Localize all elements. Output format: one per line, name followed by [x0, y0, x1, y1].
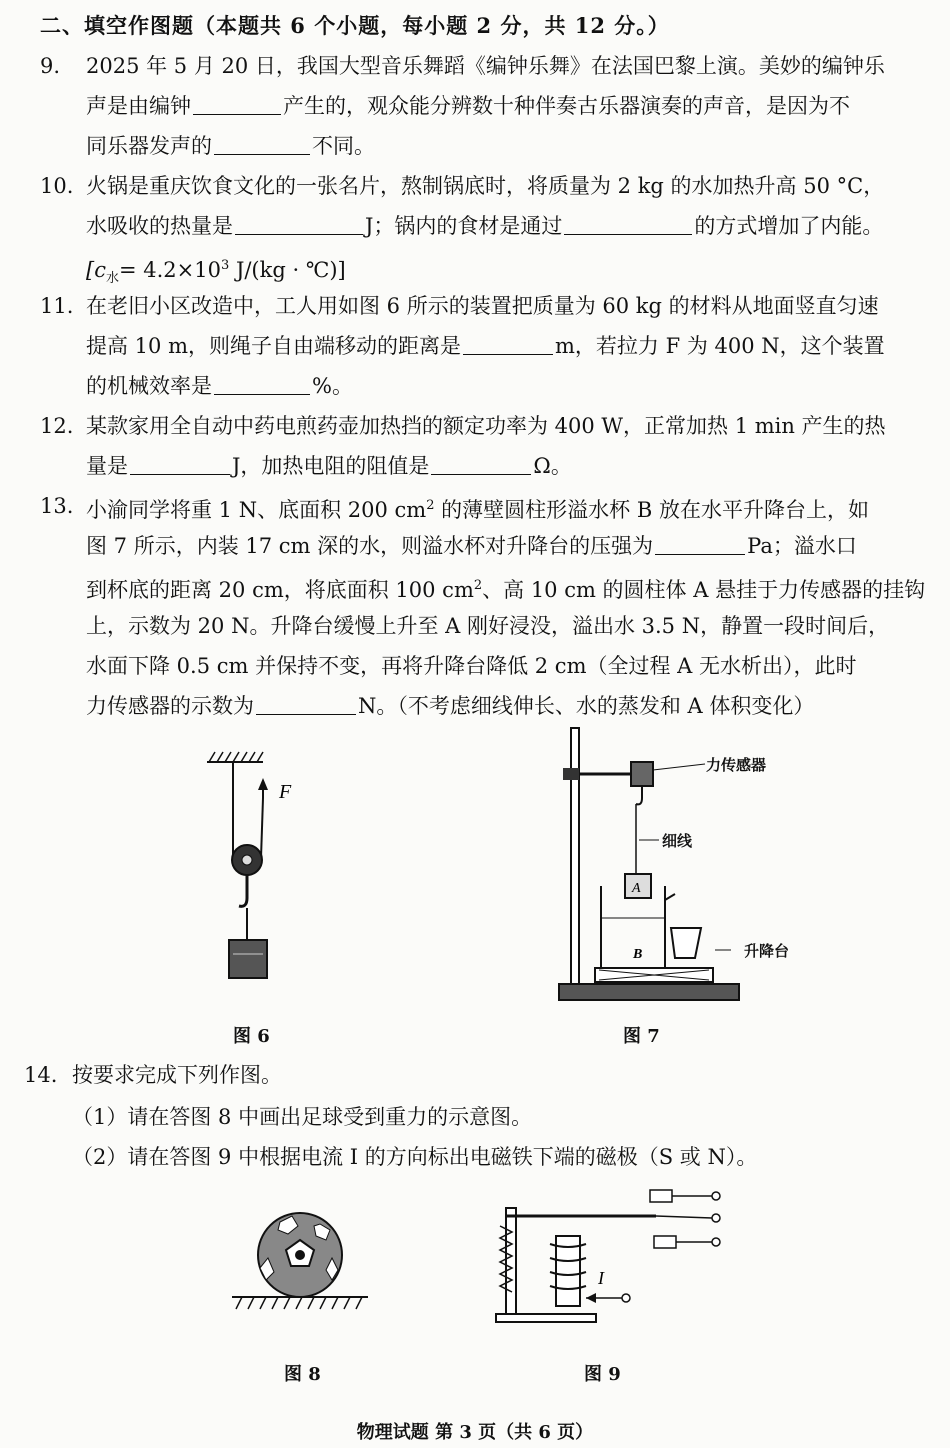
- answer-blank[interactable]: [564, 233, 692, 235]
- question-text: 2025 年 5 月 20 日，我国大型音乐舞蹈《编钟乐舞》在法国巴黎上演。美妙的编钟乐: [86, 54, 885, 78]
- question-14-part-1: （1）请在答图 8 中画出足球受到重力的示意图。: [72, 1105, 533, 1129]
- question-text: 同乐器发声的: [86, 134, 212, 158]
- question-number: 9.: [40, 54, 61, 78]
- current-label: I: [598, 1268, 604, 1288]
- answer-blank[interactable]: [193, 113, 281, 115]
- question-text: Pa；溢水口: [747, 534, 857, 558]
- question-text: 上，示数为 20 N。升降台缓慢上升至 A 刚好浸没，溢出水 3.5 N，静置一段时间后，: [86, 614, 890, 638]
- question-10: [40, 166, 920, 286]
- question-text: 按要求完成下列作图。: [72, 1063, 282, 1087]
- question-text: 在老旧小区改造中，工人用如图 6 所示的装置把质量为 60 kg 的材料从地面竖直匀速: [86, 294, 879, 318]
- question-text: 水吸收的热量是: [86, 214, 233, 238]
- answer-blank[interactable]: [214, 393, 310, 395]
- question-14: [24, 1055, 920, 1095]
- question-number: 13.: [40, 494, 74, 518]
- figure-9-relay-diagram: [486, 1180, 736, 1330]
- block-a-label: A: [632, 881, 641, 896]
- question-text: 到杯底的距离 20 cm，将底面积 100 cm: [86, 578, 474, 602]
- figure-6-pulley-diagram: [195, 748, 305, 998]
- question-9: [40, 46, 920, 166]
- figure-7-apparatus-diagram: [555, 722, 805, 1012]
- answer-blank[interactable]: [463, 353, 553, 355]
- force-label: F: [279, 781, 292, 803]
- cup-b-label: B: [633, 947, 643, 962]
- question-text: 力传感器的示数为: [86, 694, 254, 718]
- answer-blank[interactable]: [235, 233, 363, 235]
- question-11: [40, 286, 920, 406]
- question-text: 的方式增加了内能。: [694, 214, 884, 238]
- sensor-label: 力传感器: [706, 756, 767, 774]
- lift-platform-label: 升降台: [744, 942, 790, 960]
- question-text: %。: [312, 374, 353, 398]
- figure-6-label: 图 6: [233, 1026, 270, 1047]
- question-text: 的薄壁圆柱形溢水杯 B 放在水平升降台上，如: [434, 498, 869, 522]
- question-text: J；锅内的食材是通过: [365, 214, 563, 238]
- question-text: 不同。: [312, 134, 375, 158]
- question-12: [40, 406, 920, 486]
- answer-blank[interactable]: [431, 473, 531, 475]
- question-text: 量是: [86, 454, 128, 478]
- answer-blank[interactable]: [655, 553, 745, 555]
- formula: [$c_水= 4.2\times 10^3$ J/(kg · ℃)]: [86, 258, 346, 287]
- question-text: 水面下降 0.5 cm 并保持不变，再将升降台降低 2 cm（全过程 A 无水析出），此时: [86, 654, 857, 678]
- answer-blank[interactable]: [130, 473, 230, 475]
- question-13: 13. 小渝同学将重 1 N、底面积 200 $cm^2$ 的薄壁圆柱形溢水杯 B 放在水平升降台上，如 图 7 所示，内装 17 cm 深的水，则溢水杯对升降台的压强为 Pa；溢水口 到杯底的距离 20 cm，将底面积 100 $cm^2$、高 10 cm 的圆柱体 A 悬挂于力传感器的挂钩 上，示数为 20 N。升降台缓慢上升至 A 刚好浸没，溢出水 3.5 N，静置一段时间后， 水面下降 0.5 cm 并保持不变，再将升降台降低 2 cm（全过程 A 无水析出），此时 力传感器的示数为 N。（不考虑细线伸长、水的蒸发和 A 体积变化）: [40, 486, 920, 726]
- figure-9-label: 图 9: [584, 1364, 621, 1385]
- question-number: 12.: [40, 414, 74, 438]
- answer-blank[interactable]: [214, 153, 310, 155]
- figure-7-label: 图 7: [623, 1026, 660, 1047]
- question-text: Ω。: [533, 454, 572, 478]
- figure-8-football-diagram: [232, 1200, 372, 1320]
- question-text: 小渝同学将重 1 N、底面积 200 cm: [86, 498, 427, 522]
- question-text: m，若拉力 F 为 400 N，这个装置: [554, 334, 885, 358]
- question-text: 图 7 所示，内装 17 cm 深的水，则溢水杯对升降台的压强为: [86, 534, 654, 558]
- question-text: N。（不考虑细线伸长、水的蒸发和 A 体积变化）: [358, 694, 815, 718]
- question-text: 、高 10 cm 的圆柱体 A 悬挂于力传感器的挂钩: [482, 578, 926, 602]
- question-text: 提高 10 m，则绳子自由端移动的距离是: [86, 334, 461, 358]
- question-text: 某款家用全自动中药电煎药壶加热挡的额定功率为 400 W，正常加热 1 min 产生的热: [86, 414, 886, 438]
- question-text: 产生的，观众能分辨数十种伴奏古乐器演奏的声音，是因为不: [283, 94, 850, 118]
- question-text: J，加热电阻的阻值是: [232, 454, 430, 478]
- question-14-part-2: （2）请在答图 9 中根据电流 I 的方向标出电磁铁下端的磁极（S 或 N）。: [72, 1145, 758, 1169]
- answer-blank[interactable]: [256, 713, 356, 715]
- question-number: 11.: [40, 294, 74, 318]
- question-text: 声是由编钟: [86, 94, 191, 118]
- page-footer: 物理试题 第 3 页（共 6 页）: [356, 1422, 594, 1443]
- thread-label: 细线: [662, 832, 693, 850]
- figure-8-label: 图 8: [284, 1364, 321, 1385]
- question-number: 14.: [24, 1063, 58, 1087]
- question-number: 10.: [40, 174, 74, 198]
- question-text: 火锅是重庆饮食文化的一张名片，熬制锅底时，将质量为 2 kg 的水加热升高 50 °C，: [86, 174, 885, 198]
- question-text: 的机械效率是: [86, 374, 212, 398]
- section-title: 二、填空作图题（本题共 6 个小题，每小题 2 分，共 12 分。）: [40, 13, 670, 38]
